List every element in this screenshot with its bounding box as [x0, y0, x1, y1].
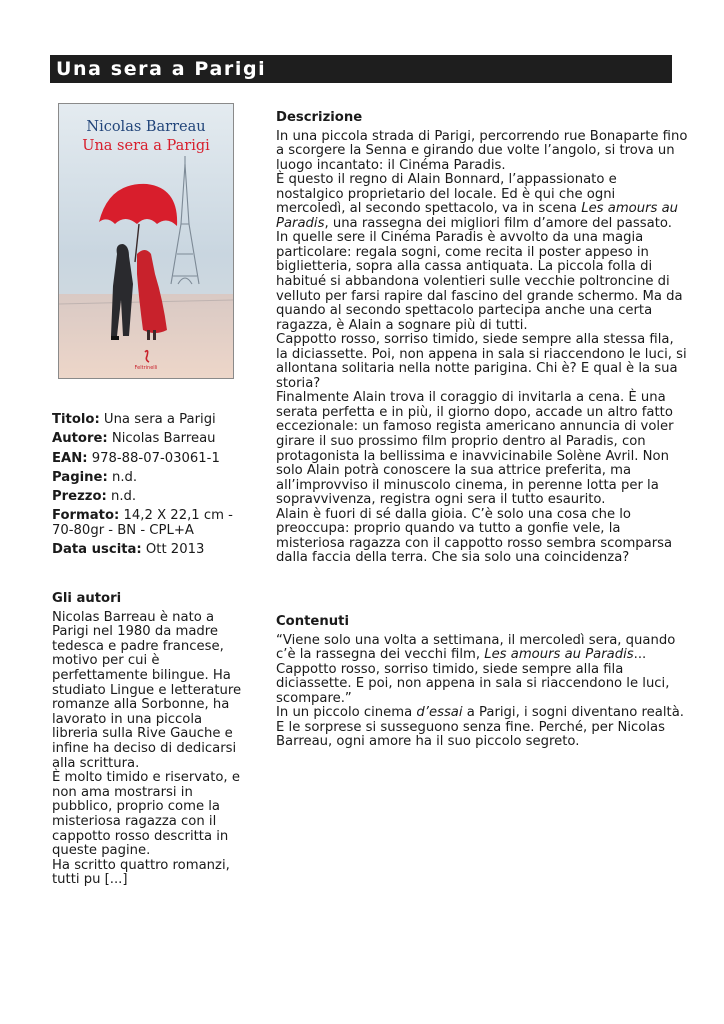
authors-paragraph: Nicolas Barreau è nato a Parigi nel 1980 da madre tedesca e padre francese, motivo per cui è perfettamente bilingue. Ha studiato Lingue e letterature romanze alla Sorbonne, ha lavorato in una piccola libreria sulla Rive Gauche e infine ha deciso di dedicarsi alla scrittura.: [52, 609, 242, 771]
page-title: Una sera a Parigi: [50, 55, 672, 83]
description-paragraph: Alain è fuori di sé dalla gioia. C’è solo una cosa che lo preoccupa: proprio quando va tutto a gonfie vele, la misteriosa ragazza con il cappotto rosso sembra scomparsa dalla faccia della terra. Che sia solo una coincidenza?: [276, 506, 673, 566]
authors-heading: Gli autori: [52, 591, 122, 606]
meta-row-format: Formato: 14,2 X 22,1 cm - 70-80gr - BN - CPL+A: [52, 508, 233, 538]
book-cover: [58, 103, 234, 379]
cover-publisher: Feltrinelli: [134, 365, 158, 371]
contents-paragraph: In un piccolo cinema d’essai a Parigi, i sogni diventano realtà. E le sorprese si susseguono senza fine. Perché, per Nicolas Barreau, ogni amore ha il suo piccolo segreto.: [276, 705, 684, 750]
authors-section: [52, 592, 242, 888]
description-paragraph: Finalmente Alain trova il coraggio di invitarla a cena. È una serata perfetta e in più, il giorno dopo, accade un altro fatto eccezionale: un famoso regista americano annuncia di voler girare il suo prossimo film proprio dentro al Paradis, con protagonista la bellissima e inavvicinabile Solène Avril. Non solo Alain potrà conoscere la sua attrice preferita, ma all’improvviso il minuscolo cinema, in perenne lotta per la sopravvivenza, registra ogni sera il tutto esaurito.: [276, 390, 674, 508]
meta-row-release: Data uscita: Ott 2013: [52, 542, 205, 558]
description-paragraph: Cappotto rosso, sorriso timido, siede sempre alla stessa fila, la diciassette. Poi, non appena in sala si riaccendono le luci, si allontana solitaria nella notte parigina. Chi è? E qual è la sua storia?: [276, 332, 687, 391]
meta-row-pages: Pagine: n.d.: [52, 469, 138, 485]
cover-title: Una sera a Parigi: [82, 138, 210, 154]
meta-row-price: Prezzo: n.d.: [52, 489, 137, 505]
description-paragraph: In una piccola strada di Parigi, percorrendo rue Bonaparte fino a scorgere la Senna e girando due volte l’angolo, si trova un luogo incantato: il Cinéma Paradis.: [276, 128, 688, 173]
meta-row-author: Autore: Nicolas Barreau: [52, 431, 216, 447]
contents-paragraph: “Viene solo una volta a settimana, il mercoledì sera, quando c’è la rassegna dei vecchi film, Les amours au Paradis... Cappotto rosso, sorriso timido, siede sempre alla fila diciassette. E poi, non appena in sala si riaccendono le luci, scompare.”: [276, 632, 676, 706]
description-paragraph: In quelle sere il Cinéma Paradis è avvolto da una magia particolare: regala sogni, come recita il poster appeso in biglietteria, sopra alla cassa antiquata. La piccola folla di habitué si abbandona volentieri sulle vecchie poltroncine di velluto per farsi rapire dal fascino del grande schermo. Ma da quando al secondo spettacolo partecipa anche una certa ragazza, è Alain a sognare più di tutti.: [276, 230, 683, 333]
description-section: [276, 111, 688, 566]
description-paragraph: È questo il regno di Alain Bonnard, l’appassionato e nostalgico proprietario del locale. Ed è qui che ogni mercoledì, al secondo spettacolo, va in scena Les amours au Paradis, una rassegna dei migliori film d’amore del passato.: [276, 172, 679, 231]
contents-heading: Contenuti: [276, 614, 349, 629]
description-heading: Descrizione: [276, 110, 363, 125]
book-metadata: [52, 413, 242, 563]
authors-paragraph: Ha scritto quattro romanzi, tutti pu [...]: [52, 857, 230, 888]
contents-section: [276, 615, 688, 750]
meta-row-ean: EAN: 978-88-07-03061-1: [52, 450, 220, 466]
meta-row-title: Titolo: Una sera a Parigi: [52, 412, 216, 427]
cover-author: Nicolas Barreau: [86, 119, 206, 135]
authors-paragraph: È molto timido e riservato, e non ama mostrarsi in pubblico, proprio come la misteriosa ragazza con il cappotto rosso descritta in queste pagine.: [52, 770, 240, 859]
